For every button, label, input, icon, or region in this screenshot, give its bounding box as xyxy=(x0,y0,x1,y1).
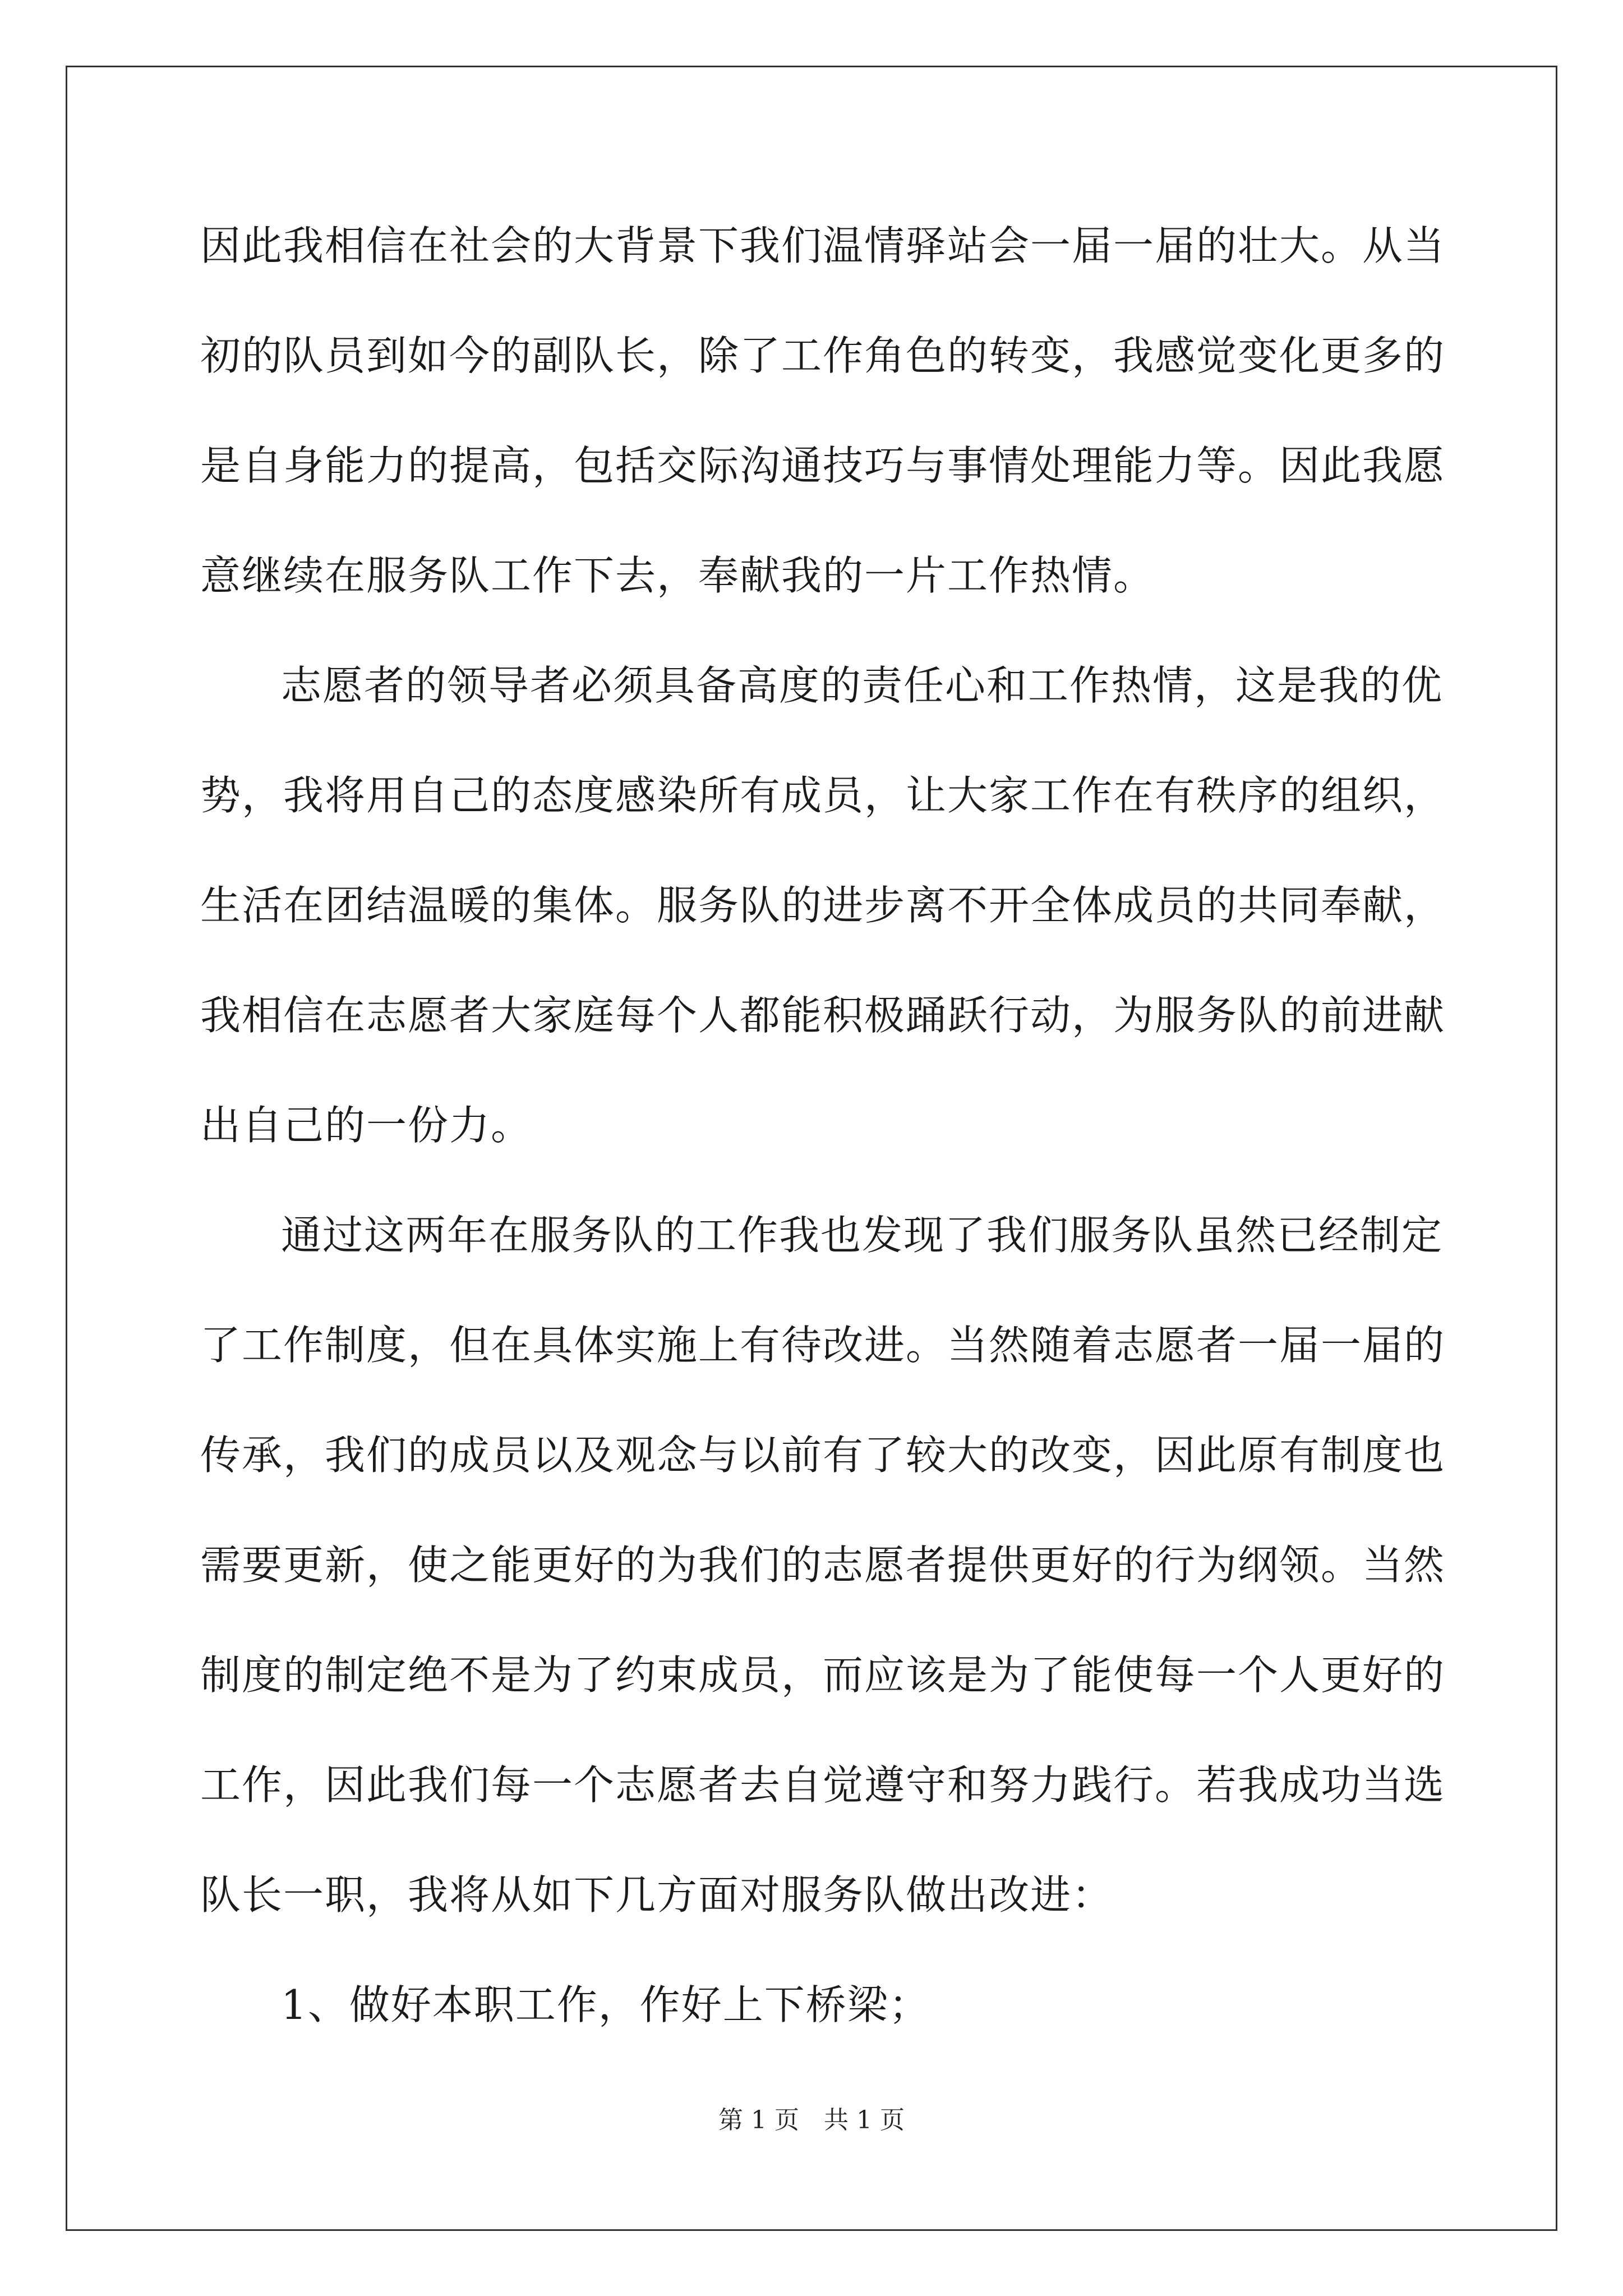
paragraph-2-line-4: 我相信在志愿者大家庭每个人都能积极踊跃行动，为服务队的前进献 xyxy=(200,992,1446,1039)
paragraph-4-line-1: 1、做好本职工作，作好上下桥梁； xyxy=(281,1981,930,2028)
paragraph-3-line-3: 传承，我们的成员以及观念与以前有了较大的改变，因此原有制度也 xyxy=(200,1432,1446,1479)
paragraph-1-line-3: 是自身能力的提高，包括交际沟通技巧与事情处理能力等。因此我愿 xyxy=(200,442,1446,489)
paragraph-3-line-4: 需要更新，使之能更好的为我们的志愿者提供更好的行为纲领。当然 xyxy=(200,1542,1446,1589)
document-body xyxy=(200,191,1446,2060)
paragraph-2-line-3: 生活在团结温暖的集体。服务队的进步离不开全体成员的共同奉献， xyxy=(200,882,1446,929)
paragraph-3-line-1: 通过这两年在服务队的工作我也发现了我们服务队虽然已经制定 xyxy=(281,1212,1444,1259)
paragraph-3-line-7: 队长一职，我将从如下几方面对服务队做出改进： xyxy=(200,1871,1114,1918)
paragraph-1-line-2: 初的队员到如今的副队长，除了工作角色的转变，我感觉变化更多的 xyxy=(200,332,1446,379)
paragraph-3-line-2: 了工作制度，但在具体实施上有待改进。当然随着志愿者一届一届的 xyxy=(200,1322,1446,1369)
paragraph-1-line-4: 意继续在服务队工作下去，奉献我的一片工作热情。 xyxy=(200,552,1155,599)
paragraph-2-line-5: 出自己的一份力。 xyxy=(200,1102,533,1149)
paragraph-3-line-5: 制度的制定绝不是为了约束成员，而应该是为了能使每一个人更好的 xyxy=(200,1651,1446,1699)
paragraph-3-line-6: 工作，因此我们每一个志愿者去自觉遵守和努力践行。若我成功当选 xyxy=(200,1761,1446,1809)
paragraph-1-line-1: 因此我相信在社会的大背景下我们温情驿站会一届一届的壮大。从当 xyxy=(200,222,1446,269)
page-number-footer: 第 1 页 共 1 页 xyxy=(718,2106,905,2134)
paragraph-2-line-2: 势，我将用自己的态度感染所有成员，让大家工作在有秩序的组织， xyxy=(200,772,1446,819)
paragraph-2-line-1: 志愿者的领导者必须具备高度的责任心和工作热情，这是我的优 xyxy=(281,662,1444,709)
